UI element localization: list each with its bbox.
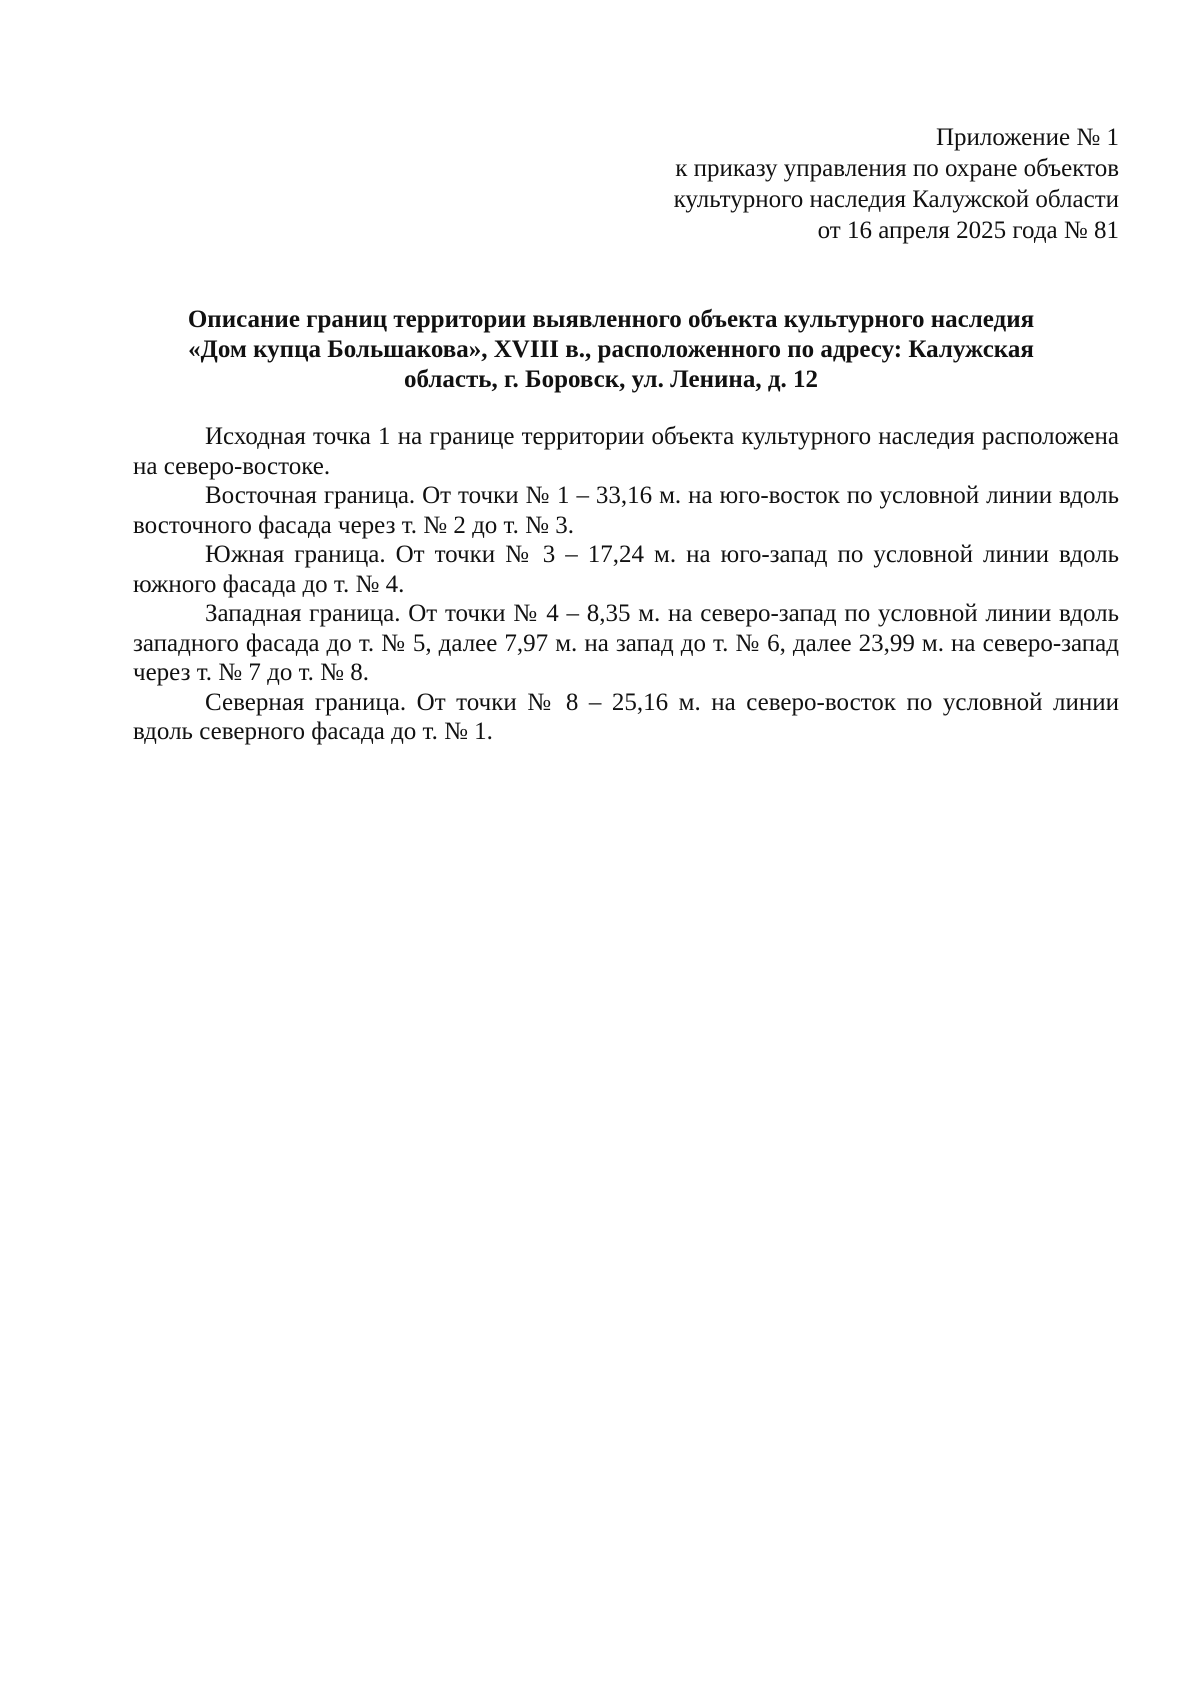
title-line-2: «Дом купца Большакова», XVIII в., расположенного по адресу: Калужская [188, 336, 1034, 363]
paragraph-south-boundary: Южная граница. От точки № 3 – 17,24 м. на юго-запад по условной линии вдоль южного фасада до т. № 4. [133, 541, 1119, 598]
paragraph-start-point: Исходная точка 1 на границе территории объекта культурного наследия расположена на северо-востоке. [133, 423, 1119, 480]
order-date-line: от 16 апреля 2025 года № 81 [817, 217, 1119, 244]
appendix-header [674, 122, 1119, 246]
appendix-number: Приложение № 1 [935, 124, 1119, 151]
order-reference-line: к приказу управления по охране объектов [675, 155, 1119, 182]
document-body [133, 422, 1119, 747]
paragraph-west-boundary: Западная граница. От точки № 4 – 8,35 м. на северо-запад по условной линии вдоль западного фасада до т. № 5, далее 7,97 м. на запад до т. № 6, далее 23,99 м. на северо-запад через т. № 7 до т. № 8. [133, 600, 1119, 686]
document-title [131, 305, 1091, 395]
paragraph-east-boundary: Восточная граница. От точки № 1 – 33,16 м. на юго-восток по условной линии вдоль восточного фасада через т. № 2 до т. № 3. [133, 482, 1119, 539]
title-line-3: область, г. Боровск, ул. Ленина, д. 12 [404, 366, 818, 393]
title-line-1: Описание границ территории выявленного объекта культурного наследия [187, 306, 1035, 333]
authority-name-line: культурного наследия Калужской области [673, 186, 1119, 213]
paragraph-north-boundary: Северная граница. От точки № 8 – 25,16 м. на северо-восток по условной линии вдоль северного фасада до т. № 1. [133, 688, 1119, 745]
